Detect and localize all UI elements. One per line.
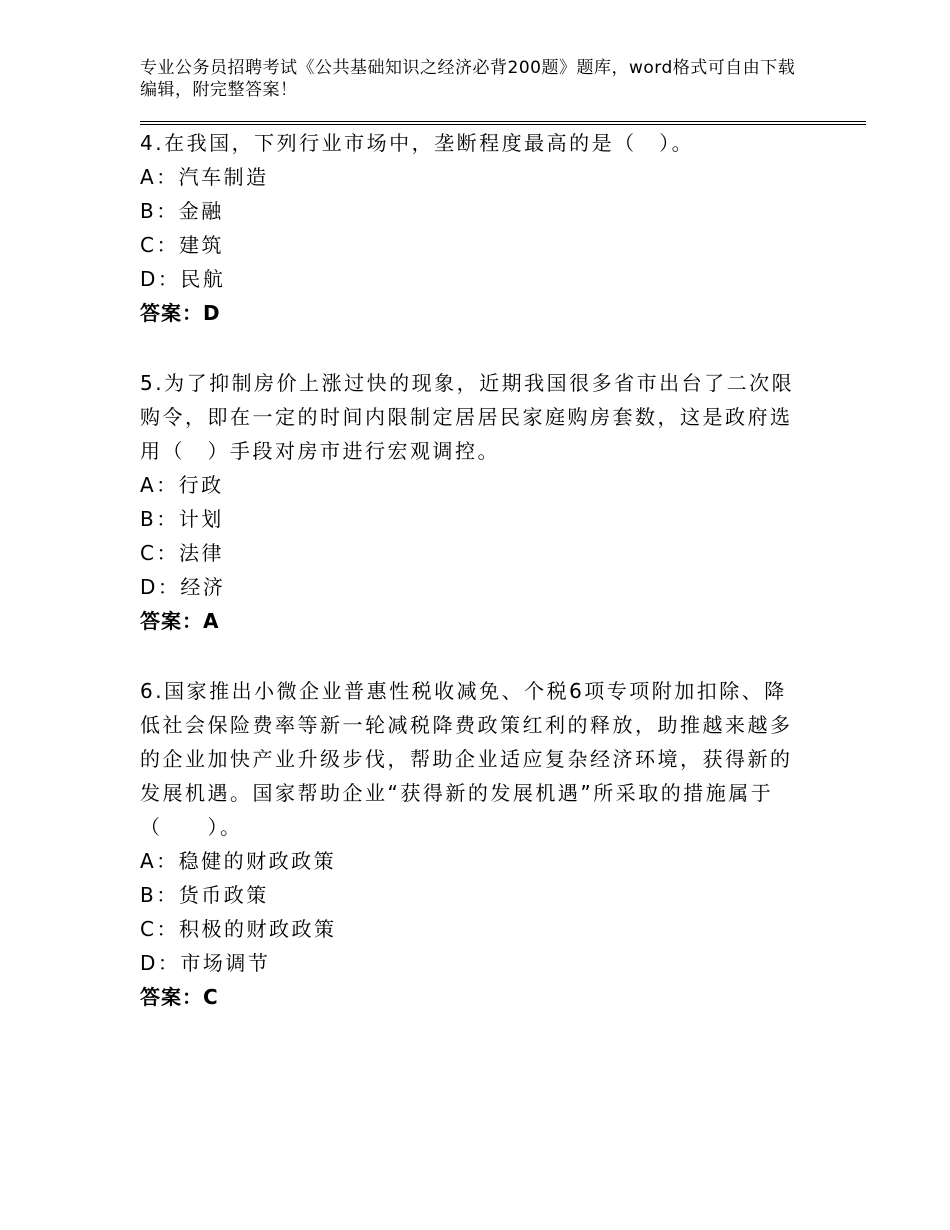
option-c: C：法律 [140, 541, 224, 565]
option-c: C：积极的财政政策 [140, 917, 337, 941]
option-a: A：稳健的财政政策 [140, 849, 337, 873]
option-d: D：市场调节 [140, 951, 271, 975]
answer-line: 答案：D [140, 301, 221, 325]
answer-line: 答案：C [140, 985, 219, 1009]
question-stem: 5.为了抑制房价上涨过快的现象，近期我国很多省市出台了二次限购令，即在一定的时间内限制定居居民家庭购房套数，这是政府选用（ ）手段对房市进行宏观调控。 [140, 371, 795, 463]
header-divider-top [140, 121, 866, 122]
option-a: A：汽车制造 [140, 165, 269, 189]
option-d: D：经济 [140, 575, 226, 599]
answer-line: 答案：A [140, 609, 220, 633]
question-stem: 6.国家推出小微企业普惠性税收减免、个税6项专项附加扣除、降低社会保险费率等新一轮减税降费政策红利的释放，助推越来越多的企业加快产业升级步伐，帮助企业适应复杂经济环境，获得新的发展机遇。国家帮助企业“获得新的发展机遇”所采取的措施属于（ ）。 [140, 679, 793, 839]
question-5 [140, 366, 800, 638]
document-header: 专业公务员招聘考试《公共基础知识之经济必背200题》题库，word格式可自由下载编辑，附完整答案！ [140, 58, 796, 100]
option-c: C：建筑 [140, 233, 224, 257]
question-stem: 4.在我国，下列行业市场中，垄断程度最高的是（ ）。 [140, 131, 695, 155]
option-d: D：民航 [140, 267, 226, 291]
option-b: B：金融 [140, 199, 224, 223]
question-6 [140, 674, 800, 1014]
header-divider-bottom [140, 124, 866, 125]
option-b: B：计划 [140, 507, 224, 531]
option-b: B：货币政策 [140, 883, 269, 907]
option-a: A：行政 [140, 473, 224, 497]
question-4 [140, 126, 800, 330]
